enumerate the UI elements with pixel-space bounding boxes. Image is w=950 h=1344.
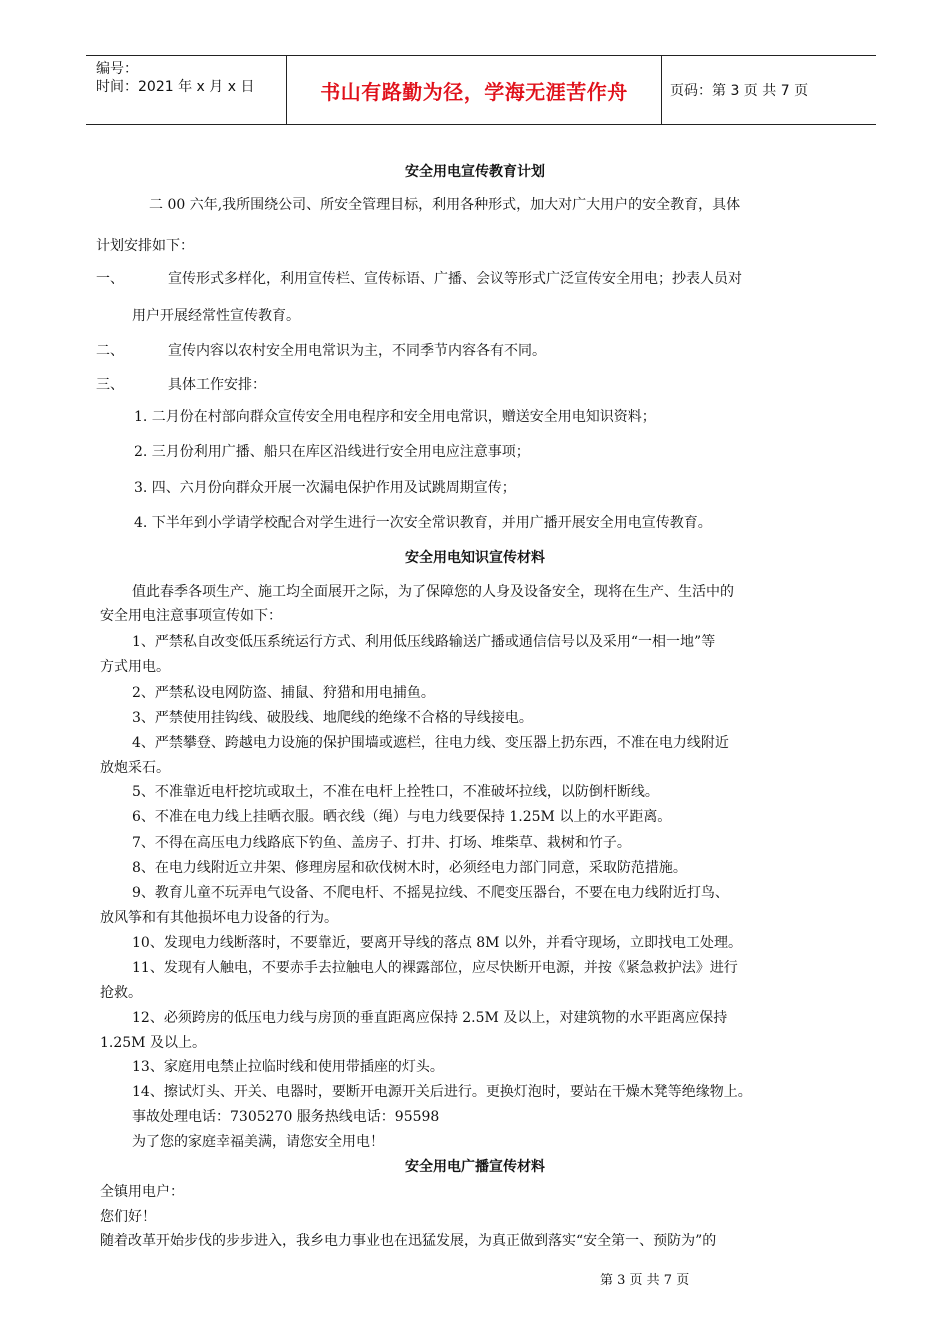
plan-subitem: 4. 下半年到小学请学校配合对学生进行一次安全常识教育，并用广播开展安全用电宣传教育。: [134, 515, 712, 531]
broadcast-greeting: 全镇用电户：: [100, 1184, 184, 1200]
knowledge-rule: 方式用电。: [100, 659, 170, 675]
document-number-label: 编号：: [96, 61, 138, 77]
knowledge-intro: 安全用电注意事项宣传如下：: [100, 608, 282, 624]
broadcast-greeting: 您们好！: [100, 1209, 156, 1225]
knowledge-rule: 13、家庭用电禁止拉临时线和使用带插座的灯头。: [132, 1059, 444, 1075]
plan-item-text: 用户开展经常性宣传教育。: [132, 308, 300, 324]
plan-subitem: 2. 三月份利用广播、船只在库区沿线进行安全用电应注意事项；: [134, 444, 530, 460]
knowledge-rule: 1.25M 及以上。: [100, 1035, 206, 1051]
page-footer: 第 3 页 共 7 页: [600, 1273, 690, 1288]
knowledge-rule: 5、不准靠近电杆挖坑或取土，不准在电杆上拴牲口，不准破坏拉线，以防倒杆断线。: [132, 784, 659, 800]
header-divider: [661, 56, 662, 124]
knowledge-rule: 2、严禁私设电网防盗、捕鼠、狩猎和用电捕鱼。: [132, 685, 435, 701]
knowledge-rule: 放炮采石。: [100, 760, 170, 776]
knowledge-rule: 9、教育儿童不玩弄电气设备、不爬电杆、不摇晃拉线、不爬变压器台，不要在电力线附近打鸟、: [132, 885, 729, 901]
knowledge-closing: 为了您的家庭幸福美满，请您安全用电！: [132, 1134, 384, 1150]
plan-item-text: 具体工作安排：: [168, 377, 266, 393]
plan-subitem: 1. 二月份在村部向群众宣传安全用电程序和安全用电常识，赠送安全用电知识资料；: [134, 409, 656, 425]
knowledge-rule: 14、擦试灯头、开关、电器时，要断开电源开关后进行。更换灯泡时，要站在干燥木凳等绝缘物上。: [132, 1084, 752, 1100]
plan-item-number: 二、: [96, 343, 124, 359]
header-meta: [86, 56, 286, 124]
knowledge-rule: 7、不得在高压电力线路底下钓鱼、盖房子、打井、打场、堆柴草、栽树和竹子。: [132, 835, 631, 851]
plan-item-text: 宣传形式多样化，利用宣传栏、宣传标语、广播、会议等形式广泛宣传安全用电；抄表人员对: [168, 271, 742, 287]
plan-intro: 二 00 六年,我所围绕公司、所安全管理目标，利用各种形式，加大对广大用户的安全教育，具体: [149, 197, 741, 213]
header-motto: 书山有路勤为径，学海无涯苦作舟: [320, 79, 628, 104]
plan-item-text: 宣传内容以农村安全用电常识为主，不同季节内容各有不同。: [168, 343, 546, 359]
knowledge-rule: 11、发现有人触电，不要赤手去拉触电人的裸露部位，应尽快断开电源，并按《紧急救护法》进行: [132, 960, 738, 976]
plan-subitem: 3. 四、六月份向群众开展一次漏电保护作用及试跳周期宣传；: [134, 480, 516, 496]
knowledge-rule: 3、严禁使用挂钩线、破股线、地爬线的绝缘不合格的导线接电。: [132, 710, 533, 726]
plan-intro: 计划安排如下：: [96, 238, 194, 254]
page-header: [86, 55, 876, 125]
knowledge-rule: 8、在电力线附近立井架、修理房屋和砍伐树木时，必须经电力部门同意，采取防范措施。: [132, 860, 687, 876]
document-time-label: 时间：2021 年 x 月 x 日: [96, 79, 255, 95]
knowledge-rule: 6、不准在电力线上挂晒衣服。晒衣线（绳）与电力线要保持 1.25M 以上的水平距离。: [132, 809, 672, 825]
plan-item-number: 一、: [96, 271, 124, 287]
plan-title: 安全用电宣传教育计划: [405, 164, 545, 180]
broadcast-body: 随着改革开始步伐的步步进入，我乡电力事业也在迅猛发展，为真正做到落实“安全第一、预防为”的: [100, 1233, 717, 1249]
contact-phones: 事故处理电话：7305270 服务热线电话：95598: [132, 1109, 440, 1125]
knowledge-rule: 12、必须跨房的低压电力线与房顶的垂直距离应保持 2.5M 及以上，对建筑物的水平距离应保持: [132, 1010, 728, 1026]
knowledge-rule: 抢救。: [100, 985, 142, 1001]
knowledge-rule: 放风筝和有其他损坏电力设备的行为。: [100, 910, 338, 926]
knowledge-rule: 1、严禁私自改变低压系统运行方式、利用低压线路输送广播或通信信号以及采用“一相一地”等: [132, 634, 716, 650]
knowledge-rule: 10、发现电力线断落时，不要靠近，要离开导线的落点 8M 以外，并看守现场，立即找电工处理。: [132, 935, 742, 951]
plan-item-number: 三、: [96, 377, 124, 393]
broadcast-title: 安全用电广播宣传材料: [405, 1159, 545, 1175]
knowledge-title: 安全用电知识宣传材料: [405, 550, 545, 566]
header-page-info: 页码：第 3 页 共 7 页: [670, 83, 809, 99]
knowledge-rule: 4、严禁攀登、跨越电力设施的保护围墙或遮栏，往电力线、变压器上扔东西，不准在电力线附近: [132, 735, 729, 751]
knowledge-intro: 值此春季各项生产、施工均全面展开之际，为了保障您的人身及设备安全，现将在生产、生活中的: [132, 584, 734, 600]
